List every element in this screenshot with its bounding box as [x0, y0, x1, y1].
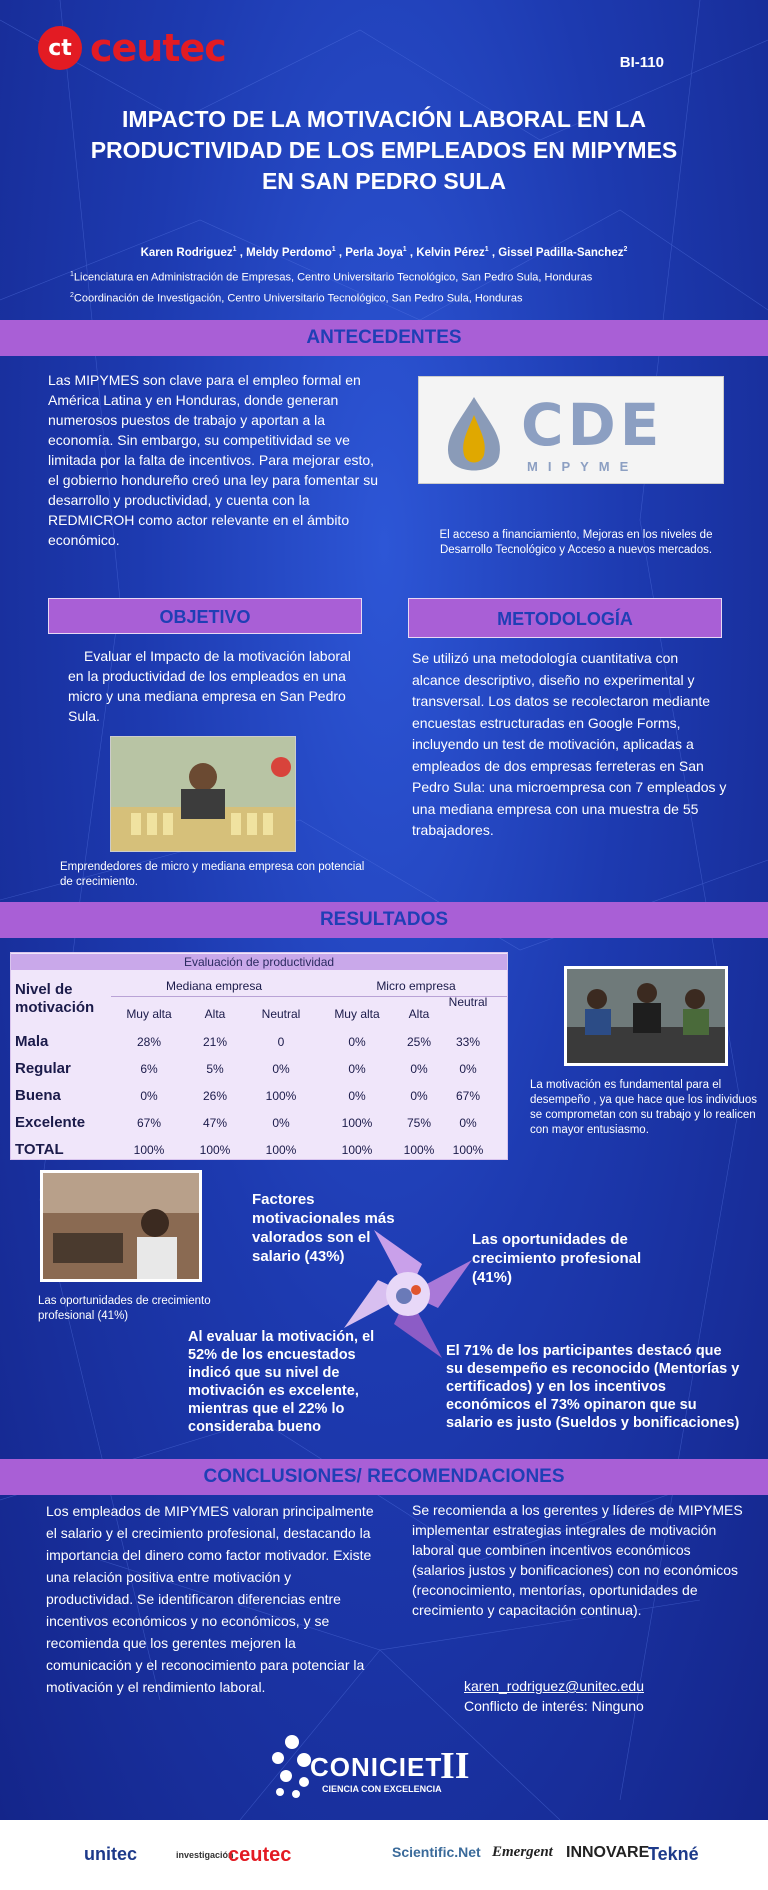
cde-caption: El acceso a financiamiento, Mejoras en los niveles de Desarrollo Tecnológico y Acceso a nuevos mercados.: [439, 529, 713, 556]
table-cell: 0: [277, 1035, 285, 1049]
table-cell: 100%: [133, 1143, 165, 1157]
table-cell: 100%: [265, 1143, 297, 1157]
table-cell: 0%: [410, 1062, 428, 1076]
factor-recognition: El 71% de los participantes destacó que su desempeño es reconocido (Mentorías y certificados) y en los incentivos económicos el 73% opinaron que su salario es justo (Sueldos y bonificaciones): [446, 1343, 740, 1431]
affil-text: Licenciatura en Administración de Empresas, Centro Universitario Tecnológico, San Pedro Sula, Honduras: [73, 271, 593, 284]
coniciet-numeral: II: [440, 1745, 470, 1787]
table-subhead: Neutral: [448, 995, 488, 1009]
table-cell: 21%: [202, 1035, 228, 1049]
author-sup: 1: [331, 246, 336, 253]
investigacion-logo: investigación: [176, 1850, 234, 1860]
table-cell: 5%: [206, 1062, 224, 1076]
factory-illustration: [43, 1173, 199, 1279]
table-cell: 100%: [199, 1143, 231, 1157]
affiliation-1: [70, 266, 710, 287]
table-subhead: Neutral: [261, 1007, 301, 1021]
table-cell: 25%: [406, 1035, 432, 1049]
section-heading-metodologia: METODOLOGÍA: [408, 598, 722, 638]
table-title: Evaluación de productividad: [11, 954, 507, 970]
table-cell: 100%: [341, 1143, 373, 1157]
entrepreneurs-photo: [110, 736, 296, 852]
table-cell: 28%: [136, 1035, 162, 1049]
table-cell: 47%: [202, 1116, 228, 1130]
gear-icon: [396, 1288, 412, 1304]
table-cell: 0%: [459, 1116, 477, 1130]
section-heading-conclusiones: CONCLUSIONES/ RECOMENDACIONES: [0, 1459, 768, 1495]
author-name: , Kelvin Pérez: [409, 246, 485, 259]
author-name: , Meldy Perdomo: [239, 246, 332, 259]
table-row-header: Nivel de motivación: [15, 981, 95, 1016]
table-cell: 0%: [140, 1089, 158, 1103]
table-cell: 0%: [348, 1089, 366, 1103]
factory-caption: Las oportunidades de crecimiento profesional (41%): [38, 1295, 211, 1322]
author-name: , Perla Joya: [338, 246, 403, 259]
table-subhead: Muy alta: [334, 1007, 380, 1021]
section-heading-resultados: RESULTADOS: [0, 902, 768, 938]
table-cell: 100%: [265, 1089, 297, 1103]
table-group-micro: Micro empresa: [376, 979, 456, 993]
tekne-logo: Tekné: [648, 1844, 699, 1864]
workers-photo: [564, 966, 728, 1066]
table-cell: 67%: [455, 1089, 481, 1103]
innovare-logo: INNOVARE: [566, 1844, 650, 1861]
table-cell: 6%: [140, 1062, 158, 1076]
conflict-of-interest: Conflicto de interés: Ninguno: [464, 1698, 644, 1714]
author-name: Karen Rodriguez: [140, 246, 233, 259]
title-line-2: PRODUCTIVIDAD DE LOS EMPLEADOS EN MIPYMES: [90, 137, 678, 163]
author-sup: 1: [232, 246, 237, 253]
metodologia-text: Se utilizó una metodología cuantitativa con alcance descriptivo, diseño no experimental y transversal. Los datos se recolectaron mediante encuestas estructuradas en Google Forms, incluyendo un test de motivación, aplicadas a empleados de dos empresas ferreteras en San Pedro Sula: una microempresa con 7 empleados y una mediana empresa con una muestra de 55 trabajadores.: [412, 650, 727, 838]
factor-growth: Las oportunidades de crecimiento profesional (41%): [472, 1231, 642, 1286]
coniciet-dots-icon: [270, 1734, 314, 1800]
table-cell: 67%: [136, 1116, 162, 1130]
affiliation-2: [70, 287, 710, 308]
title-line-3: EN SAN PEDRO SULA: [261, 168, 507, 194]
sponsor-footer: [0, 1820, 768, 1890]
table-cell: 0%: [348, 1035, 366, 1049]
table-subhead: Muy alta: [126, 1007, 172, 1021]
ceutec-logo: [38, 26, 226, 70]
table-row-label: Buena: [15, 1087, 61, 1104]
author-sup: 1: [484, 246, 489, 253]
table-cell: 75%: [406, 1116, 432, 1130]
antecedentes-text: Las MIPYMES son clave para el empleo formal en América Latina y en Honduras, donde generan numerosos puestos de trabajo y aportan a la economía. Sin embargo, su competitividad se ve limitada por la falta de incentivos. Para mejorar esto, el gobierno hondureño creó una ley para fomentar su desarrollo y productividad, y cuenta con la REDMICROH como actor relevante en el ámbito económico.: [48, 372, 378, 548]
table-row-label: Mala: [15, 1033, 49, 1050]
recomendaciones-text: Se recomienda a los gerentes y líderes de MIPYMES implementar estrategias integrales de motivación laboral que combinen incentivos económicos (salarios justos y bonificaciones) con no económicos (reconocimiento, mentorías, oportunidades de crecimiento y capacitación continua).: [412, 1502, 743, 1618]
section-heading-objetivo: OBJETIVO: [48, 598, 362, 634]
factor-motivation-level: Al evaluar la motivación, el 52% de los encuestados indicó que su nivel de motivación es excelente, mientras que el 22% lo consideraba bueno: [188, 1329, 375, 1435]
table-cell: 0%: [459, 1062, 477, 1076]
affil-text: Coordinación de Investigación, Centro Universitario Tecnológico, San Pedro Sula, Honduras: [73, 292, 523, 305]
table-row-label: TOTAL: [15, 1141, 64, 1158]
coniciet-name: CONICIET: [310, 1752, 443, 1782]
cde-logo-text: CDE: [521, 391, 664, 459]
author-sup: 1: [402, 246, 407, 253]
table-cell: 100%: [341, 1116, 373, 1130]
affil-sup: 2: [70, 291, 74, 299]
factor-salary: Factores motivacionales más valorados son el salario (43%): [252, 1191, 395, 1265]
table-cell: 0%: [272, 1062, 290, 1076]
entrepreneurs-caption: Emprendedores de micro y mediana empresa con potencial de crecimiento.: [60, 861, 365, 888]
affil-sup: 1: [70, 271, 74, 278]
table-row-label: Regular: [15, 1060, 71, 1077]
table-subhead: Alta: [408, 1007, 430, 1021]
workers-caption: La motivación es fundamental para el desempeño , ya que hace que los individuos se comprometan con su trabajo y lo realicen con mayor entusiasmo.: [530, 1079, 757, 1136]
table-cell: 33%: [455, 1035, 481, 1049]
table-subhead: Alta: [204, 1007, 226, 1021]
objetivo-text: Evaluar el Impacto de la motivación laboral en la productividad de los empleados en una micro y una mediana empresa en San Pedro Sula.: [68, 648, 351, 724]
table-cell: 26%: [202, 1089, 228, 1103]
table-cell: 100%: [452, 1143, 484, 1157]
table-cell: 0%: [410, 1089, 428, 1103]
unitec-logo: unitec: [84, 1844, 138, 1864]
factory-photo: [40, 1170, 202, 1282]
table-group-mediana: Mediana empresa: [165, 979, 263, 993]
author-sup: 2: [623, 246, 628, 253]
scientific-net-logo: Scientific.Net: [392, 1844, 481, 1860]
productivity-table: [10, 952, 508, 1160]
market-stall-illustration: [111, 737, 296, 852]
table-row-label: Excelente: [15, 1114, 86, 1131]
pinwheel-graphic: [344, 1230, 472, 1358]
poster-title: [20, 104, 748, 197]
emergent-logo: Emergent: [492, 1844, 553, 1860]
cde-mipyme-logo-image: [418, 376, 724, 484]
logo-badge: ct: [38, 26, 82, 70]
poster-code: BI-110: [619, 54, 664, 71]
table-cell: 100%: [403, 1143, 435, 1157]
author-list: [20, 246, 748, 259]
title-line-1: IMPACTO DE LA MOTIVACIÓN LABORAL EN LA: [122, 106, 646, 132]
cde-logo-subtext: MIPYME: [527, 459, 639, 474]
coniciet-logo: [270, 1730, 500, 1808]
logo-text: ceutec: [90, 26, 226, 70]
coniciet-tagline: CIENCIA CON EXCELENCIA: [322, 1784, 442, 1794]
affiliations: [70, 266, 710, 307]
section-heading-antecedentes: ANTECEDENTES: [0, 320, 768, 356]
table-cell: 0%: [348, 1062, 366, 1076]
conclusiones-text: Los empleados de MIPYMES valoran principalmente el salario y el crecimiento profesional, destacando la importancia del dinero como factor motivador. Existe una relación positiva entre motivación y productividad. Se identificaron diferencias entre incentivos económicos y no económicos, y se recomienda que los gerentes mejoren la comunicación y el reconocimiento para potenciar la motivación y el rendimiento laboral.: [46, 1503, 374, 1695]
ceutec-footer-logo: ceutec: [228, 1844, 292, 1866]
contact-email-link[interactable]: karen_rodriguez@unitec.edu: [464, 1678, 644, 1694]
table-cell: 0%: [272, 1116, 290, 1130]
workshop-illustration: [567, 969, 725, 1063]
author-name: , Gissel Padilla-Sanchez: [491, 246, 624, 259]
